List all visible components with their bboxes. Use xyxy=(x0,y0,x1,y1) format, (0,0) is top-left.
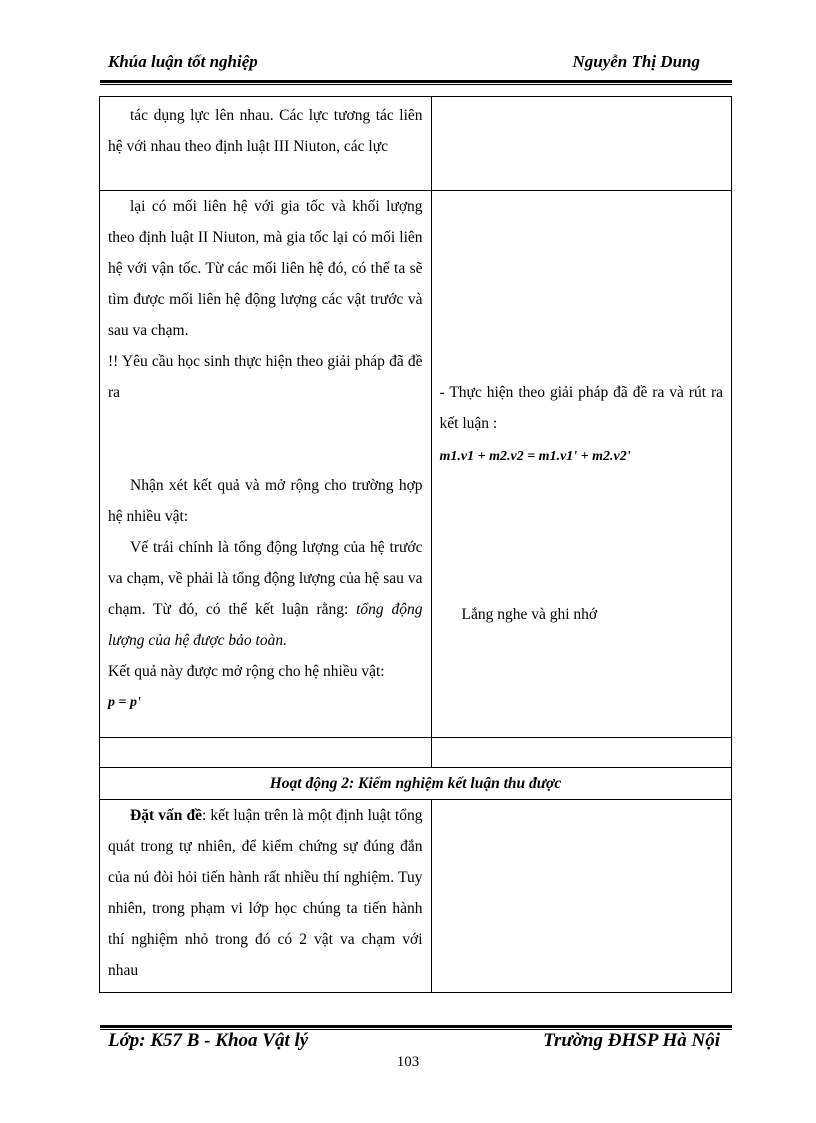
momentum-equation: p = p' xyxy=(108,695,141,710)
student-cell xyxy=(431,800,731,993)
page-footer xyxy=(100,1030,732,1056)
table-row xyxy=(100,738,732,768)
teacher-cell xyxy=(100,191,432,738)
collision-equation: m1.v1 + m2.v2 = m1.v1' + m2.v2' xyxy=(439,449,631,464)
cell-paragraph: Lắng nghe và ghi nhớ xyxy=(461,606,598,623)
header-rule-thin xyxy=(100,84,732,85)
student-cell xyxy=(431,191,731,738)
student-cell xyxy=(431,738,731,768)
spacer xyxy=(440,191,723,377)
student-cell xyxy=(431,97,731,191)
header-author: Nguyễn Thị Dung xyxy=(572,52,700,71)
conclusion-text: Vế trái chính là tổng động lượng của hệ trước va chạm, về phải là tổng động lượng của hệ sau va chạm. Từ đó, có thể kết luận rằng: xyxy=(108,539,423,618)
spacer xyxy=(440,469,723,599)
table-row xyxy=(100,97,732,191)
cell-paragraph: Nhận xét kết quả và mở rộng cho trường hợp hệ nhiều vật: xyxy=(108,477,423,525)
page-number: 103 xyxy=(396,1054,420,1070)
table-row xyxy=(100,800,732,993)
teacher-cell xyxy=(100,800,432,993)
header-thesis-title: Khúa luận tốt nghiệp xyxy=(108,52,258,71)
table-row xyxy=(100,768,732,800)
problem-text: : kết luận trên là một định luật tổng quát trong tự nhiên, để kiểm chứng sự đúng đắn của nú đòi hỏi tiến hành rất nhiều thí nghiệm. Tuy nhiên, trong phạm vi lớp học chúng ta tiến hành thí nghiệm nhỏ trong đó có 2 vật va chạm với nhau xyxy=(108,807,423,979)
teacher-cell xyxy=(100,738,432,768)
page-header xyxy=(100,52,730,76)
cell-paragraph xyxy=(108,800,423,986)
cell-paragraph: Kết quả này được mở rộng cho hệ nhiều vật: xyxy=(108,663,385,680)
cell-text: tác dụng lực lên nhau. Các lực tương tác liên hệ với nhau theo định luật III Niuton, các lực xyxy=(108,107,423,155)
teacher-cell xyxy=(100,97,432,191)
lesson-table xyxy=(99,96,732,993)
header-rule-thick xyxy=(100,80,732,83)
spacer xyxy=(108,408,423,470)
conservation-statement: tổng động lượng của hệ được bảo toàn. xyxy=(108,601,423,649)
footer-class: Lớp: K57 B - Khoa Vật lý xyxy=(108,1030,309,1051)
cell-paragraph: - Thực hiện theo giải pháp đã đề ra và rút ra kết luận : xyxy=(439,384,723,432)
cell-paragraph xyxy=(108,532,423,656)
cell-paragraph: !! Yêu cầu học sinh thực hiện theo giải pháp đã đề ra xyxy=(108,353,423,401)
footer-rule-thick xyxy=(100,1025,732,1028)
activity-heading: Hoạt động 2: Kiểm nghiệm kết luận thu được xyxy=(100,768,732,800)
table-row xyxy=(100,191,732,738)
cell-paragraph: lại có mối liên hệ với gia tốc và khối lượng theo định luật II Niuton, mà gia tốc lại có mối liên hệ với vận tốc. Từ các mối liên hệ đó, có thể ta sẽ tìm được mối liên hệ động lượng các vật trước và sau va chạm. xyxy=(108,198,423,339)
problem-label: Đặt vấn đề xyxy=(130,807,202,824)
footer-university: Trường ĐHSP Hà Nội xyxy=(543,1030,720,1051)
